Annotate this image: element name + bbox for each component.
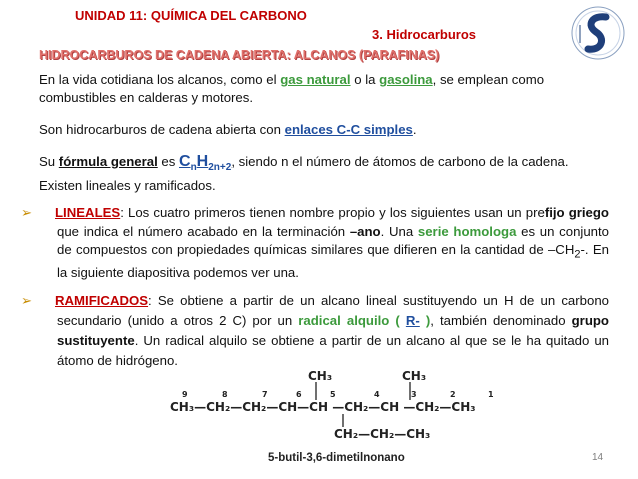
carbon-number: 7 (262, 390, 268, 399)
main-chain: CH₃—CH₂—CH₂—CH—CH —CH₂—CH —CH₂—CH₃ (170, 400, 476, 414)
formula-label: fórmula general (58, 154, 158, 169)
section-title: 3. Hidrocarburos (372, 27, 477, 42)
carbon-number: 4 (374, 390, 380, 399)
carbon-number: 9 (182, 390, 188, 399)
carbon-number: 2 (450, 390, 456, 399)
bullet-lineales: ➢ LINEALES: Los cuatro primeros tienen nombre propio y los siguientes usan un prefijo griego que indica el número acabado en la terminación –ano. Una serie homologa es un conjunto de compuestos con propiedades químicas similares que difieren en la cantidad de $-CH_2-$. En la siguiente diapositiva podemos ver una. (21, 205, 609, 281)
page-number: 14 (592, 452, 604, 463)
bullet-arrow-icon: ➢ (21, 205, 33, 220)
lineales-label: LINEALES (55, 205, 121, 220)
main-heading: HIDROCARBUROS DE CADENA ABIERTA: ALCANOS (PARAFINAS) (39, 48, 440, 62)
school-logo (570, 5, 626, 61)
top-methyl-right: CH₃ (402, 369, 427, 383)
enlaces-term: enlaces C-C simples (284, 122, 413, 137)
paragraph-uses: En la vida cotidiana los alcanos, como el gas natural o la gasolina, se emplean como combustibles en calderas y motores. (39, 72, 545, 105)
top-methyl-left: CH₃ (308, 369, 333, 383)
gas-natural-term: gas natural (280, 72, 351, 87)
radical-alquilo-term: radical alquilo ( (298, 313, 400, 328)
carbon-number: 8 (222, 390, 228, 399)
paragraph-formula: Su fórmula general es $C_nH_{2n+2}$, siendo n el número de átomos de carbono de la cadena. Existen lineales y ramificados. (39, 153, 569, 194)
carbon-number: 5 (330, 390, 336, 399)
general-formula: $C_nH_{2n+2}$ (179, 153, 232, 174)
carbon-number: 6 (296, 390, 302, 399)
ramificados-label: RAMIFICADOS (55, 293, 149, 308)
carbon-number: 3 (411, 390, 417, 399)
paragraph-bonds: Son hidrocarburos de cadena abierta con enlaces C-C simples. (39, 122, 417, 137)
bullet-arrow-icon: ➢ (21, 293, 33, 308)
butyl-branch: CH₂—CH₂—CH₃ (334, 427, 431, 441)
unit-title: UNIDAD 11: QUÍMICA DEL CARBONO (75, 8, 307, 23)
carbon-number: 1 (488, 390, 494, 399)
bullet-ramificados: ➢ RAMIFICADOS: Se obtiene a partir de un alcano lineal sustituyendo un H de un carbono secundario (unido a otros 2 C) por un radical alquilo ( R- ), también denominado grupo sustituyente. Un radical alquilo se obtiene a partir de un alcano al que se le ha quitado un átomo de hidrógeno. (21, 293, 609, 368)
compound-name: 5-butil-3,6-dimetilnonano (268, 452, 405, 464)
gasolina-term: gasolina (379, 72, 433, 87)
serie-homologa-term: serie homologa (417, 223, 517, 239)
